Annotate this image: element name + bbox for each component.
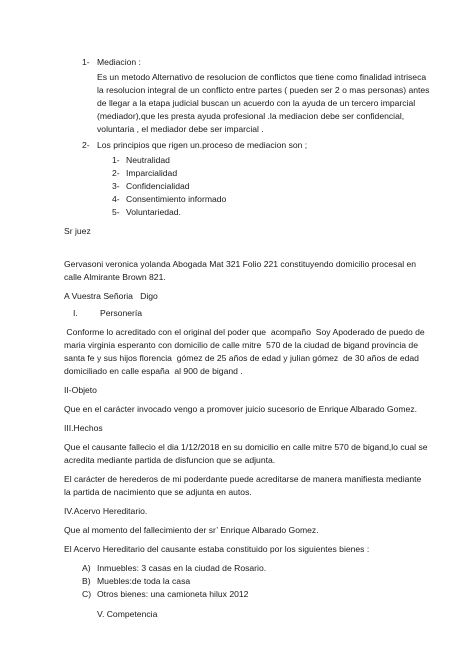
principle-number: 4-	[112, 194, 120, 204]
hechos-line: El carácter de herederos de mi poderdante puede acreditarse de manera manifiesta mediante	[64, 474, 422, 484]
salutation: Sr juez	[64, 226, 91, 236]
hechos-line: Que el causante fallecio el dia 1/12/2018 en su domicilio en calle mitre 570 de bigand,lo cual se	[64, 442, 428, 452]
section2-title: Los principios que rigen un.proceso de mediacion son ;	[97, 140, 308, 150]
acervo-body: El Acervo Hereditario del causante estaba constituido por los siguientes bienes :	[64, 544, 370, 554]
bien-letter: B)	[82, 576, 91, 586]
personeria-line: domiciliado en calle españa al 900 de bigand .	[64, 366, 243, 376]
bien-item: Muebles:de toda la casa	[97, 576, 191, 586]
section1-line: de llegar a la etapa judicial buscan un acuerdo con la ayuda de un tercero imparcial	[97, 98, 416, 108]
section1-number: 1-	[82, 57, 90, 67]
section1-line: Es un metodo Alternativo de resolucion de conflictos que tiene como finalidad intriseca	[97, 72, 427, 82]
intro-line: Gervasoni veronica yolanda Abogada Mat 321 Folio 221 constituyendo domicilio procesal en	[64, 259, 417, 269]
principle-item: Consentimiento informado	[126, 194, 227, 204]
competencia-heading: V. Competencia	[97, 609, 158, 619]
personeria-line: Conforme lo acreditado con el original del poder que acompaño Soy Apoderado de puedo de	[64, 327, 425, 337]
personeria-heading: Personería	[100, 308, 143, 318]
hechos-heading: III.Hechos	[64, 423, 103, 433]
bien-letter: A)	[82, 563, 91, 573]
hechos-line: acredita mediante partida de disfuncion que se adjunta.	[64, 455, 276, 465]
principle-item: Confidencialidad	[126, 181, 190, 191]
principle-number: 2-	[112, 168, 120, 178]
principle-item: Neutralidad	[126, 155, 170, 165]
acervo-body: Que al momento del fallecimiento der sr’ Enrique Albarado Gomez.	[64, 525, 319, 535]
section1-line: la resolucion integral de un conflicto entre partes ( pueden ser 2 o mas personas) antes	[97, 85, 430, 95]
section1-line: (mediador),que les presta ayuda profesional .la mediacion debe ser confidencial,	[97, 111, 405, 121]
acervo-heading: IV.Acervo Hereditario.	[64, 506, 148, 516]
personeria-line: maria virginia esperanto con domicilio de calle mitre 570 de la ciudad de bigand provincia de	[64, 340, 418, 350]
principle-number: 1-	[112, 155, 120, 165]
bien-letter: C)	[82, 589, 92, 599]
principle-item: Imparcialidad	[126, 168, 178, 178]
principle-item: Voluntariedad.	[126, 207, 181, 217]
bien-item: Inmuebles: 3 casas en la ciudad de Rosario.	[97, 563, 267, 573]
section1-title: Mediacion :	[97, 57, 141, 67]
intro-line: calle Almirante Brown 821.	[64, 272, 166, 282]
objeto-heading: II-Objeto	[64, 385, 97, 395]
section1-line: voluntaria , el mediador debe ser imparcial .	[97, 124, 264, 134]
hechos-line: la partida de nacimiento que se adjunta en autos.	[64, 487, 252, 497]
personeria-number: I.	[73, 308, 78, 318]
principle-number: 5-	[112, 207, 120, 217]
objeto-body: Que en el carácter invocado vengo a promover juicio sucesorio de Enrique Albarado Gomez.	[64, 404, 418, 414]
principle-number: 3-	[112, 181, 120, 191]
personeria-line: santa fe y sus hijos florencia gómez de 25 años de edad y julian gómez de 30 años de edad	[64, 353, 419, 363]
section2-number: 2-	[82, 140, 90, 150]
bien-item: Otros bienes: una camioneta hilux 2012	[97, 589, 249, 599]
address-line: A Vuestra Señoria Digo	[64, 291, 158, 301]
